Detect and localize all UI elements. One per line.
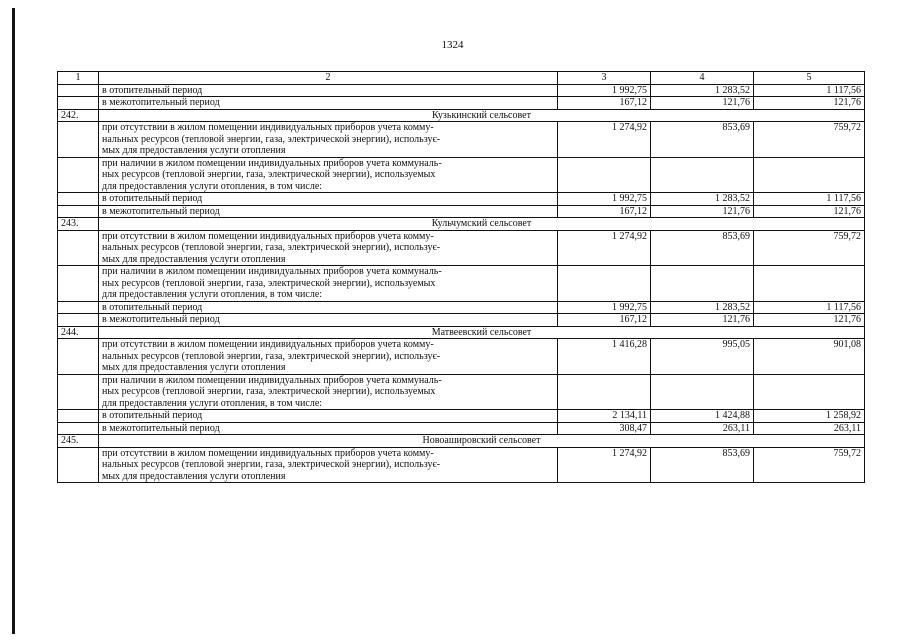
description-line: при отсутствии в жилом помещении индивидуальных приборов учета комму- bbox=[102, 122, 434, 133]
value-col4-cell: 121,76 bbox=[651, 314, 754, 327]
value-col5-cell: 759,72 bbox=[754, 447, 865, 483]
description-cell bbox=[99, 205, 558, 218]
description-line: в межотопительный период bbox=[102, 314, 220, 325]
description-line: ных ресурсов (тепловой энергии, газа, электрической энергии), используемых bbox=[102, 386, 436, 397]
table-row bbox=[58, 410, 865, 423]
row-number-cell bbox=[58, 447, 99, 483]
description-cell bbox=[99, 301, 558, 314]
description-line: в отопительный период bbox=[102, 84, 203, 96]
value-col4-cell: 1 283,52 bbox=[651, 301, 754, 314]
description-line: нальных ресурсов (тепловой энергии, газа, электрической энергии), использує- bbox=[102, 459, 441, 470]
table-row bbox=[58, 97, 865, 110]
value-col3-cell: 1 992,75 bbox=[558, 301, 651, 314]
column-number-3: 3 bbox=[558, 72, 651, 85]
description-line: мых для предоставления услуги отопления bbox=[102, 253, 286, 265]
section-title: Кузькинский сельсовет bbox=[99, 109, 865, 122]
section-row bbox=[58, 435, 865, 448]
value-col5-cell: 1 258,92 bbox=[754, 410, 865, 423]
value-col4-cell: 121,76 bbox=[651, 97, 754, 110]
description-cell bbox=[99, 266, 558, 302]
description-line: при наличии в жилом помещении индивидуальных приборов учета коммуналь- bbox=[102, 374, 442, 386]
description-line: при отсутствии в жилом помещении индивидуальных приборов учета комму- bbox=[102, 230, 434, 242]
description-cell bbox=[99, 410, 558, 423]
value-col5-cell bbox=[754, 374, 865, 410]
tariff-table-body bbox=[58, 72, 865, 483]
table-row bbox=[58, 230, 865, 266]
value-col4-cell: 853,69 bbox=[651, 447, 754, 483]
description-cell bbox=[99, 314, 558, 327]
column-number-2: 2 bbox=[99, 72, 558, 85]
table-row bbox=[58, 422, 865, 435]
row-number-cell bbox=[58, 422, 99, 435]
section-title: Новоашировский сельсовет bbox=[99, 435, 865, 448]
value-col3-cell: 1 416,28 bbox=[558, 339, 651, 375]
row-number-cell bbox=[58, 410, 99, 423]
value-col3-cell: 1 992,75 bbox=[558, 193, 651, 206]
description-line: мых для предоставления услуги отопления bbox=[102, 470, 286, 482]
description-cell bbox=[99, 339, 558, 375]
value-col5-cell: 1 117,56 bbox=[754, 301, 865, 314]
page-edge-rule bbox=[12, 8, 15, 634]
value-col3-cell: 2 134,11 bbox=[558, 410, 651, 423]
value-col4-cell: 1 283,52 bbox=[651, 84, 754, 97]
table-row bbox=[58, 205, 865, 218]
description-line: при наличии в жилом помещении индивидуальных приборов учета коммуналь- bbox=[102, 157, 442, 169]
page-number: 1324 bbox=[441, 39, 464, 51]
table-row bbox=[58, 157, 865, 193]
section-row bbox=[58, 326, 865, 339]
column-number-5: 5 bbox=[754, 72, 865, 85]
value-col4-cell: 853,69 bbox=[651, 122, 754, 158]
description-line: ных ресурсов (тепловой энергии, газа, электрической энергии), используемых bbox=[102, 169, 436, 180]
description-cell bbox=[99, 447, 558, 483]
row-number-cell bbox=[58, 266, 99, 302]
value-col3-cell: 1 274,92 bbox=[558, 447, 651, 483]
row-number-cell bbox=[58, 193, 99, 206]
value-col3-cell: 1 274,92 bbox=[558, 122, 651, 158]
row-number-cell bbox=[58, 374, 99, 410]
section-title: Кульчумский сельсовет bbox=[99, 218, 865, 231]
value-col4-cell bbox=[651, 157, 754, 193]
table-row bbox=[58, 339, 865, 375]
value-col4-cell: 853,69 bbox=[651, 230, 754, 266]
description-line: нальных ресурсов (тепловой энергии, газа, электрической энергии), использує- bbox=[102, 350, 441, 362]
description-cell bbox=[99, 84, 558, 97]
value-col4-cell: 1 424,88 bbox=[651, 410, 754, 423]
value-col5-cell: 121,76 bbox=[754, 205, 865, 218]
value-col3-cell bbox=[558, 157, 651, 193]
section-number: 245. bbox=[58, 435, 99, 448]
description-cell bbox=[99, 122, 558, 158]
description-line: нальных ресурсов (тепловой энергии, газа, электрической энергии), использує- bbox=[102, 242, 441, 253]
column-number-1: 1 bbox=[58, 72, 99, 85]
table-row bbox=[58, 122, 865, 158]
value-col3-cell: 167,12 bbox=[558, 314, 651, 327]
row-number-cell bbox=[58, 339, 99, 375]
row-number-cell bbox=[58, 97, 99, 110]
value-col3-cell: 1 992,75 bbox=[558, 84, 651, 97]
value-col3-cell bbox=[558, 266, 651, 302]
value-col5-cell: 759,72 bbox=[754, 230, 865, 266]
table-row bbox=[58, 301, 865, 314]
description-cell bbox=[99, 193, 558, 206]
description-line: для предоставления услуги отопления, в том числе: bbox=[102, 180, 323, 192]
value-col4-cell bbox=[651, 266, 754, 302]
description-line: в отопительный период bbox=[102, 410, 203, 421]
column-number-4: 4 bbox=[651, 72, 754, 85]
description-line: в отопительный период bbox=[102, 301, 203, 313]
value-col5-cell: 901,08 bbox=[754, 339, 865, 375]
value-col5-cell: 759,72 bbox=[754, 122, 865, 158]
description-cell bbox=[99, 157, 558, 193]
table-row bbox=[58, 374, 865, 410]
description-line: ных ресурсов (тепловой энергии, газа, электрической энергии), используемых bbox=[102, 277, 436, 289]
table-row bbox=[58, 314, 865, 327]
row-number-cell bbox=[58, 301, 99, 314]
value-col4-cell: 995,05 bbox=[651, 339, 754, 375]
description-line: при отсутствии в жилом помещении индивидуальных приборов учета комму- bbox=[102, 447, 434, 459]
section-title: Матвеевский сельсовет bbox=[99, 326, 865, 339]
section-number: 243. bbox=[58, 218, 99, 231]
value-col5-cell: 121,76 bbox=[754, 97, 865, 110]
value-col5-cell: 1 117,56 bbox=[754, 193, 865, 206]
description-cell bbox=[99, 422, 558, 435]
value-col5-cell: 1 117,56 bbox=[754, 84, 865, 97]
description-line: для предоставления услуги отопления, в том числе: bbox=[102, 397, 323, 409]
table-row bbox=[58, 266, 865, 302]
row-number-cell bbox=[58, 157, 99, 193]
description-line: в межотопительный период bbox=[102, 205, 220, 217]
description-line: в межотопительный период bbox=[102, 422, 220, 434]
value-col3-cell: 167,12 bbox=[558, 97, 651, 110]
section-row bbox=[58, 109, 865, 122]
section-number: 244. bbox=[58, 326, 99, 339]
description-line: в межотопительный период bbox=[102, 97, 220, 108]
value-col4-cell: 121,76 bbox=[651, 205, 754, 218]
description-line: при наличии в жилом помещении индивидуальных приборов учета коммуналь- bbox=[102, 266, 442, 277]
description-line: мых для предоставления услуги отопления bbox=[102, 145, 286, 156]
value-col4-cell: 263,11 bbox=[651, 422, 754, 435]
value-col5-cell bbox=[754, 157, 865, 193]
row-number-cell bbox=[58, 84, 99, 97]
row-number-cell bbox=[58, 122, 99, 158]
description-line: нальных ресурсов (тепловой энергии, газа, электрической энергии), использує- bbox=[102, 133, 441, 145]
value-col3-cell: 167,12 bbox=[558, 205, 651, 218]
description-line: мых для предоставления услуги отопления bbox=[102, 362, 286, 373]
section-row bbox=[58, 218, 865, 231]
description-line: для предоставления услуги отопления, в том числе: bbox=[102, 289, 323, 300]
value-col3-cell: 308,47 bbox=[558, 422, 651, 435]
value-col4-cell bbox=[651, 374, 754, 410]
tariff-table bbox=[57, 71, 865, 483]
description-cell bbox=[99, 97, 558, 110]
table-row bbox=[58, 193, 865, 206]
table-row bbox=[58, 84, 865, 97]
row-number-cell bbox=[58, 314, 99, 327]
description-line: при отсутствии в жилом помещении индивидуальных приборов учета комму- bbox=[102, 339, 434, 350]
value-col5-cell: 121,76 bbox=[754, 314, 865, 327]
section-number: 242. bbox=[58, 109, 99, 122]
value-col5-cell bbox=[754, 266, 865, 302]
value-col5-cell: 263,11 bbox=[754, 422, 865, 435]
value-col3-cell bbox=[558, 374, 651, 410]
column-number-row bbox=[58, 72, 865, 85]
description-cell bbox=[99, 374, 558, 410]
value-col4-cell: 1 283,52 bbox=[651, 193, 754, 206]
value-col3-cell: 1 274,92 bbox=[558, 230, 651, 266]
row-number-cell bbox=[58, 205, 99, 218]
description-cell bbox=[99, 230, 558, 266]
description-line: в отопительный период bbox=[102, 193, 203, 204]
table-row bbox=[58, 447, 865, 483]
row-number-cell bbox=[58, 230, 99, 266]
